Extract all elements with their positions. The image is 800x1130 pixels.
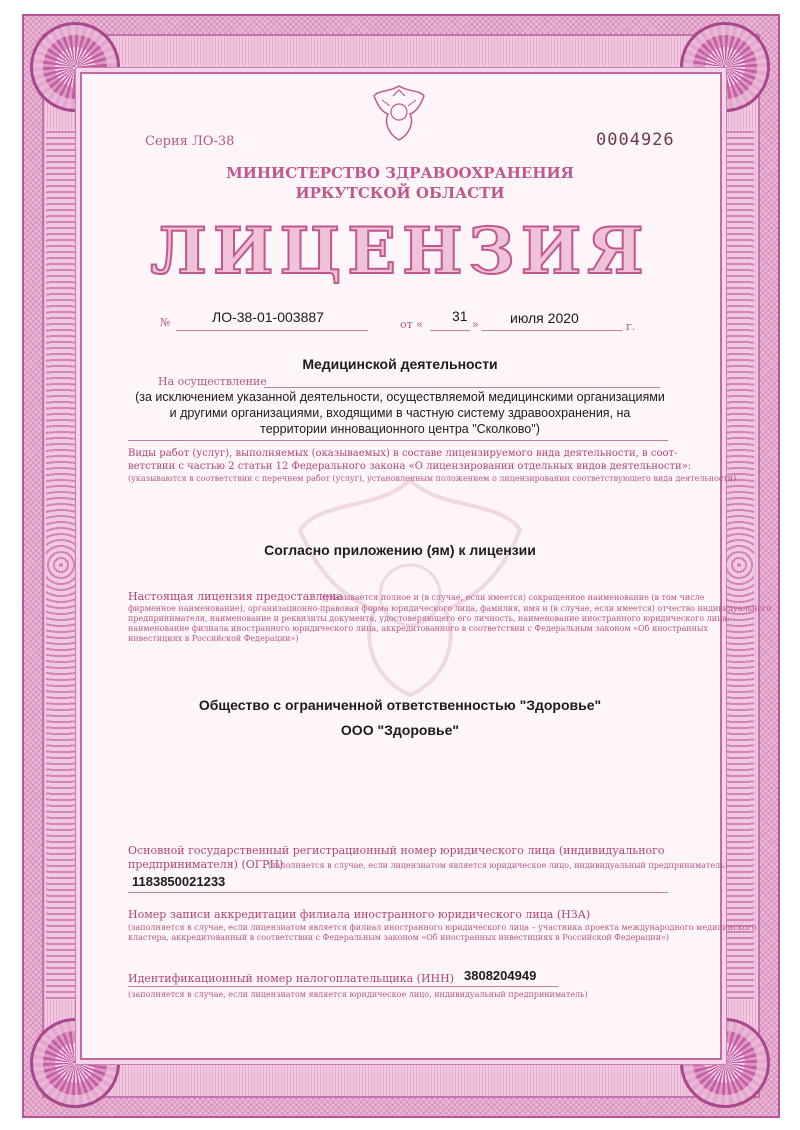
works-label-line1: Виды работ (услуг), выполняемых (оказываемых) в составе лицензируемого вида деятельности, в соот- (128, 448, 678, 459)
inn-note: (заполняется в случае, если лицензиатом является юридическое лицо, индивидуальный предприниматель) (128, 990, 588, 999)
year-suffix: г. (626, 320, 636, 333)
eagle-watermark-icon (280, 470, 540, 700)
holder-short-name: ООО "Здоровье" (340, 722, 460, 738)
number-underline (176, 330, 368, 331)
nza-note-line1: (заполняется в случае, если лицензиатом является филиал иностранного юридического лица – участника проекта международного медицинского (128, 923, 757, 932)
license-number: ЛО-38-01-003887 (212, 309, 324, 325)
ogrn-underline (128, 892, 668, 893)
activity-label: На осуществление (158, 375, 267, 388)
holder-note-line5: инвестициях в Российской Федерации») (128, 634, 299, 643)
coat-of-arms-icon (368, 82, 430, 144)
ogrn-value: 1183850021233 (132, 874, 226, 889)
document-title: ЛИЦЕНЗИЯ (150, 214, 650, 289)
quote-close: » (472, 318, 479, 331)
holder-note-line2: фирменное наименование), организационно-правовая форма юридического лица, фамилия, имя и (в случае, если имеется) отчество индивидуального (128, 604, 772, 613)
activity-divider (128, 440, 668, 441)
license-day: 31 (452, 308, 468, 324)
ministry-name-line2: ИРКУТСКОЙ ОБЛАСТИ (295, 184, 505, 202)
series-label: Серия ЛО-38 (145, 134, 235, 149)
ogrn-note: (заполняется в случае, если лицензиатом является юридическое лицо, индивидуальный предприниматель) (268, 861, 728, 870)
activity-detail-line2: и другими организациями, входящими в частную систему здравоохранения, на (169, 406, 631, 420)
holder-note-line1: (указывается полное и (в случае, если имеется) сокращенное наименование (в том числе (322, 593, 705, 602)
ministry-name-line1: МИНИСТЕРСТВО ЗДРАВООХРАНЕНИЯ (226, 164, 574, 182)
date-from-label: от « (400, 318, 423, 331)
holder-full-name: Общество с ограниченной ответственностью "Здоровье" (198, 697, 602, 713)
works-label-line2: ветствии с частью 2 статьи 12 Федерального закона «О лицензировании отдельных видов деятельности»: (128, 461, 692, 472)
ogrn-label-line1: Основной государственный регистрационный номер юридического лица (индивидуального (128, 844, 665, 857)
holder-note-line3: предпринимателя, наименование и реквизиты документа, удостоверяющего его личность, наименование иностранного юридического лица, (128, 614, 730, 623)
inn-value: 3808204949 (464, 968, 537, 983)
activity-detail-line1: (за исключением указанной деятельности, осуществляемой медицинскими организациями (135, 390, 665, 404)
holder-label: Настоящая лицензия предоставлена (128, 590, 343, 603)
holder-note-line4: наименование филиала иностранного юридического лица, аккредитованного в соответствии с Федеральным законом «Об иностранных (128, 624, 708, 633)
inn-underline (128, 986, 458, 987)
activity-detail-line3: территории инновационного центра "Сколково") (260, 422, 540, 436)
inn-value-underline (458, 986, 558, 987)
activity-underline (264, 387, 660, 388)
ogrn-label-line2: предпринимателя) (ОГРН) (128, 858, 284, 871)
works-value: Согласно приложению (ям) к лицензии (264, 542, 536, 558)
inn-label: Идентификационный номер налогоплательщика (ИНН) (128, 972, 455, 985)
day-underline (430, 330, 470, 331)
license-month-year: июля 2020 (510, 310, 579, 326)
works-note: (указываются в соответствии с перечнем работ (услуг), установленным положением о лицензировании соответствующего вида деятельности) (128, 474, 737, 483)
nza-label: Номер записи аккредитации филиала иностранного юридического лица (НЗА) (128, 908, 591, 921)
form-number: 0004926 (596, 130, 675, 150)
nza-note-line2: кластера, аккредитованный в соответствии с Федеральным законом «Об иностранных инвестициях в Российской Федерации») (128, 933, 670, 942)
month-underline (482, 330, 622, 331)
number-sign: № (160, 316, 171, 329)
activity-main: Медицинской деятельности (302, 356, 498, 372)
